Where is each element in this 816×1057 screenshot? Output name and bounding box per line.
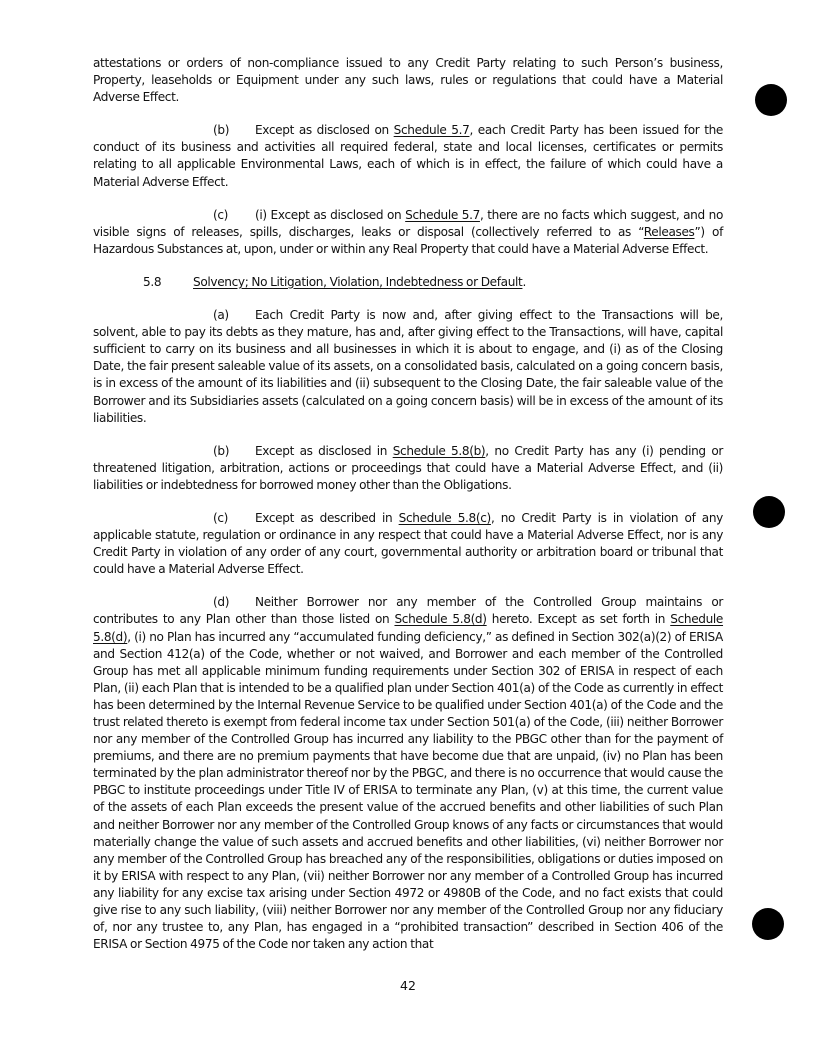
schedule-reference: Schedule 5.8(d) [93,612,724,644]
punch-hole-icon [755,84,787,116]
schedule-reference: Schedule 5.7 [393,123,470,138]
clause-label: (b) [213,123,230,138]
schedule-reference: Schedule 5.8(b) [392,443,486,458]
punch-hole-icon [753,496,785,528]
defined-term: Releases [643,224,695,239]
paragraph-5-8-b: (b) Except as disclosed in Schedule 5.8(b), no Credit Party has any (i) pending or threatened litigation, arbitration, actions or proceedings that could have a Material Adverse Effect, and (ii) liabilities or indebtedness for borrowed money other than the Obligations. [93,443,724,492]
clause-label: (c) [213,207,229,222]
section-heading-5-8: 5.8 Solvency; No Litigation, Violation, Indebtedness or Default. [93,274,723,291]
clause-label: (a) [213,308,229,323]
paragraph-5-7-c: (c) (i) Except as disclosed on Schedule 5.7, there are no facts which suggest, and no visible signs of releases, spills, discharges, leaks or disposal (collectively referred to as “Releases”) of Hazardous Substances at, upon, under or within any Real Property that could have a Material Adverse Effect. [93,207,723,256]
schedule-reference: Schedule 5.8(c) [398,510,491,525]
page-number: 42 [400,978,416,993]
paragraph-5-7-b: (b) Except as disclosed on Schedule 5.7, each Credit Party has been issued for the conduct of its business and activities all required federal, state and local licenses, certificates or permits relating to all applicable Environmental Laws, each of which is in effect, the failure of which could have a Material Adverse Effect. [93,123,723,189]
paragraph-5-8-a: (a) Each Credit Party is now and, after giving effect to the Transactions will be, solvent, able to pay its debts as they mature, has and, after giving effect to the Transactions, will have, capital sufficient to carry on its business and all businesses in which it is about to engage, and (i) as of the Closing Date, the fair present saleable value of its assets, on a consolidated basis, calculated on a going concern basis, is in excess of the amount of its liabilities and (ii) subsequent to the Closing Date, the fair saleable value of the Borrower and its Subsidiaries assets (calculated on a going concern basis) will be in excess of the amount of its liabilities. [93,308,723,425]
punch-hole-icon [752,908,784,940]
clause-label: (c) [213,510,229,525]
paragraph-5-8-d: (d) Neither Borrower nor any member of the Controlled Group maintains or contributes to any Plan other than those listed on Schedule 5.8(d) hereto. Except as set forth in Schedule 5.8(d), (i) no Plan has incurred any “accumulated funding deficiency,” as defined in Section 302(a)(2) of ERISA and Section 412(a) of the Code, whether or not waived, and Borrower and each member of the Controlled Group has met all applicable minimum funding requirements under Section 302 of ERISA in respect of each Plan, (ii) each Plan that is intended to be a qualified plan under Section 401(a) of the Code as currently in effect has been determined by the Internal Revenue Service to be qualified under Section 401(a) of the Code and the trust related thereto is exempt from federal income tax under Section 501(a) of the Code, (iii) neither Borrower nor any member of the Controlled Group has incurred any liability to the PBGC other than for the payment of premiums, and there are no premium payments that have become due that are unpaid, (iv) no Plan has been terminated by the plan administrator thereof nor by the PBGC, and there is no occurrence that would cause the PBGC to institute proceedings under Title IV of ERISA to terminate any Plan, (v) at this time, the current value of the assets of each Plan exceeds the present value of the accrued benefits and other liabilities of such Plan and neither Borrower nor any member of the Controlled Group knows of any facts or circumstances that would materially change the value of such assets and accrued benefits and other liabilities, (vi) neither Borrower nor any member of the Controlled Group has breached any of the responsibilities, obligations or duties imposed on it by ERISA with respect to any Plan, (vii) neither Borrower nor any member of a Controlled Group has incurred any liability for any excise tax arising under Section 4972 or 4980B of the Code, and no fact exists that could give rise to any such liability, (viii) neither Borrower nor any member of the Controlled Group nor any fiduciary of, nor any trustee to, any Plan, has engaged in a “prohibited transaction” described in Section 406 of the ERISA or Section 4975 of the Code nor taken any action that [93,595,724,952]
document-body [93,55,723,969]
schedule-reference: Schedule 5.8(d) [394,612,487,627]
section-number: 5.8 [143,274,162,289]
schedule-reference: Schedule 5.7 [405,207,480,222]
continuation-paragraph: attestations or orders of non-compliance issued to any Credit Party relating to such Person’s business, Property, leaseholds or Equipment under any such laws, rules or regulations that could have a Material Adverse Effect. [93,56,723,105]
section-title: Solvency; No Litigation, Violation, Indebtedness or Default [193,274,523,289]
paragraph-5-8-c: (c) Except as described in Schedule 5.8(c), no Credit Party is in violation of any applicable statute, regulation or ordinance in any respect that could have a Material Adverse Effect, nor is any Credit Party in violation of any order of any court, governmental authority or arbitration board or tribunal that could have a Material Adverse Effect. [93,510,723,577]
clause-label: (b) [213,443,230,458]
clause-label: (d) [213,595,230,610]
